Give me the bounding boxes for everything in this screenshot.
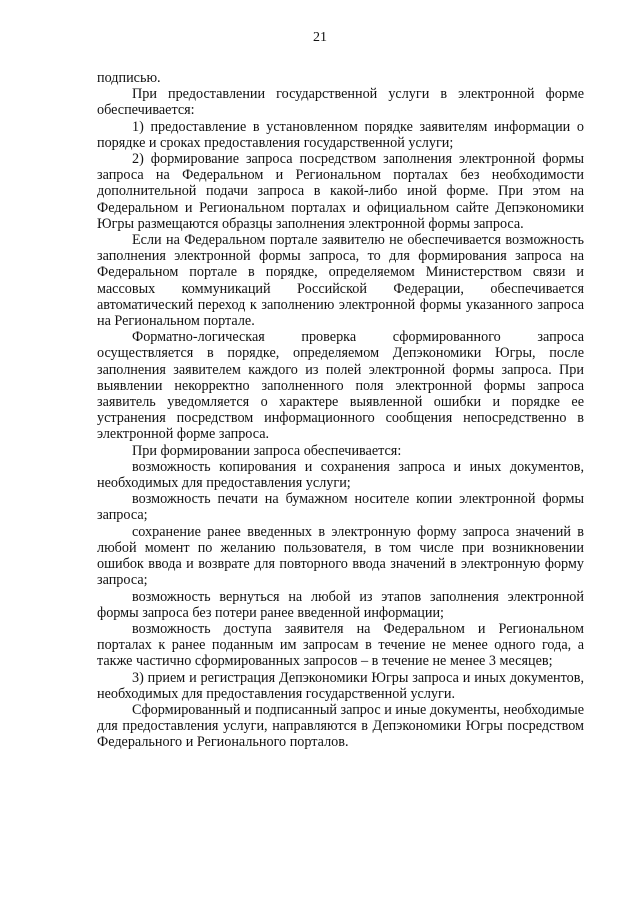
paragraph-9: возможность печати на бумажном носителе копии электронной формы запроса;	[97, 491, 584, 524]
paragraph-4: 2) формирование запроса посредством заполнения электронной формы запроса на Федеральном и Региональном порталах без необходимости дополнительной подачи запроса в какой-либо иной форме. При этом на Федеральном и Региональном порталах и официальном сайте Депэкономики Югры размещаются образцы заполнения электронной формы запроса.	[97, 151, 584, 232]
paragraph-8: возможность копирования и сохранения запроса и иных документов, необходимых для предоставления услуги;	[97, 458, 584, 492]
paragraph-3: 1) предоставление в установленном порядке заявителям информации о порядке и сроках предоставления государственной услуги;	[97, 118, 584, 151]
paragraph-14: Сформированный и подписанный запрос и иные документы, необходимые для предоставления услуги, направляются в Депэкономики Югры посредством Федерального и Регионального порталов.	[97, 701, 585, 751]
paragraph-13: 3) прием и регистрация Депэкономики Югры запроса и иных документов, необходимых для предоставления государственной услуги.	[97, 669, 584, 702]
page-number: 21	[313, 30, 327, 45]
paragraph-1: подписью.	[97, 70, 161, 86]
paragraph-12: возможность доступа заявителя на Федеральном и Региональном порталах к ранее поданным им запросам в течение не менее одного года, а также частично сформированных запросов – в течение не менее 3 месяцев;	[97, 620, 584, 670]
paragraph-6: Форматно-логическая проверка сформированного запроса осуществляется в порядке, определяемом Депэкономики Югры, после заполнения заявителем каждого из полей электронной формы запроса. При выявлении некорректно заполненного поля электронной формы запроса заявитель уведомляется о характере выявленной ошибки и порядке ее устранения посредством информационного сообщения непосредственно в электронной форме запроса.	[97, 329, 584, 443]
paragraph-2: При предоставлении государственной услуги в электронной форме обеспечивается:	[97, 86, 584, 119]
paragraph-11: возможность вернуться на любой из этапов заполнения электронной формы запроса без потери ранее введенной информации;	[97, 588, 584, 621]
paragraph-5: Если на Федеральном портале заявителю не обеспечивается возможность заполнения электронной формы запроса, то для формирования запроса на Федеральном портале в порядке, определяемом Министерством связи и массовых коммуникаций Российской Федерации, обеспечивается автоматический переход к заполнению электронной формы указанного запроса на Региональном портале.	[97, 232, 584, 330]
document-body	[97, 70, 584, 751]
paragraph-7: При формировании запроса обеспечивается:	[132, 442, 402, 459]
paragraph-10: сохранение ранее введенных в электронную форму запроса значений в любой момент по желанию пользователя, в том числе при возникновении ошибок ввода и возврате для повторного ввода значений в электронную форму запроса;	[97, 523, 584, 589]
